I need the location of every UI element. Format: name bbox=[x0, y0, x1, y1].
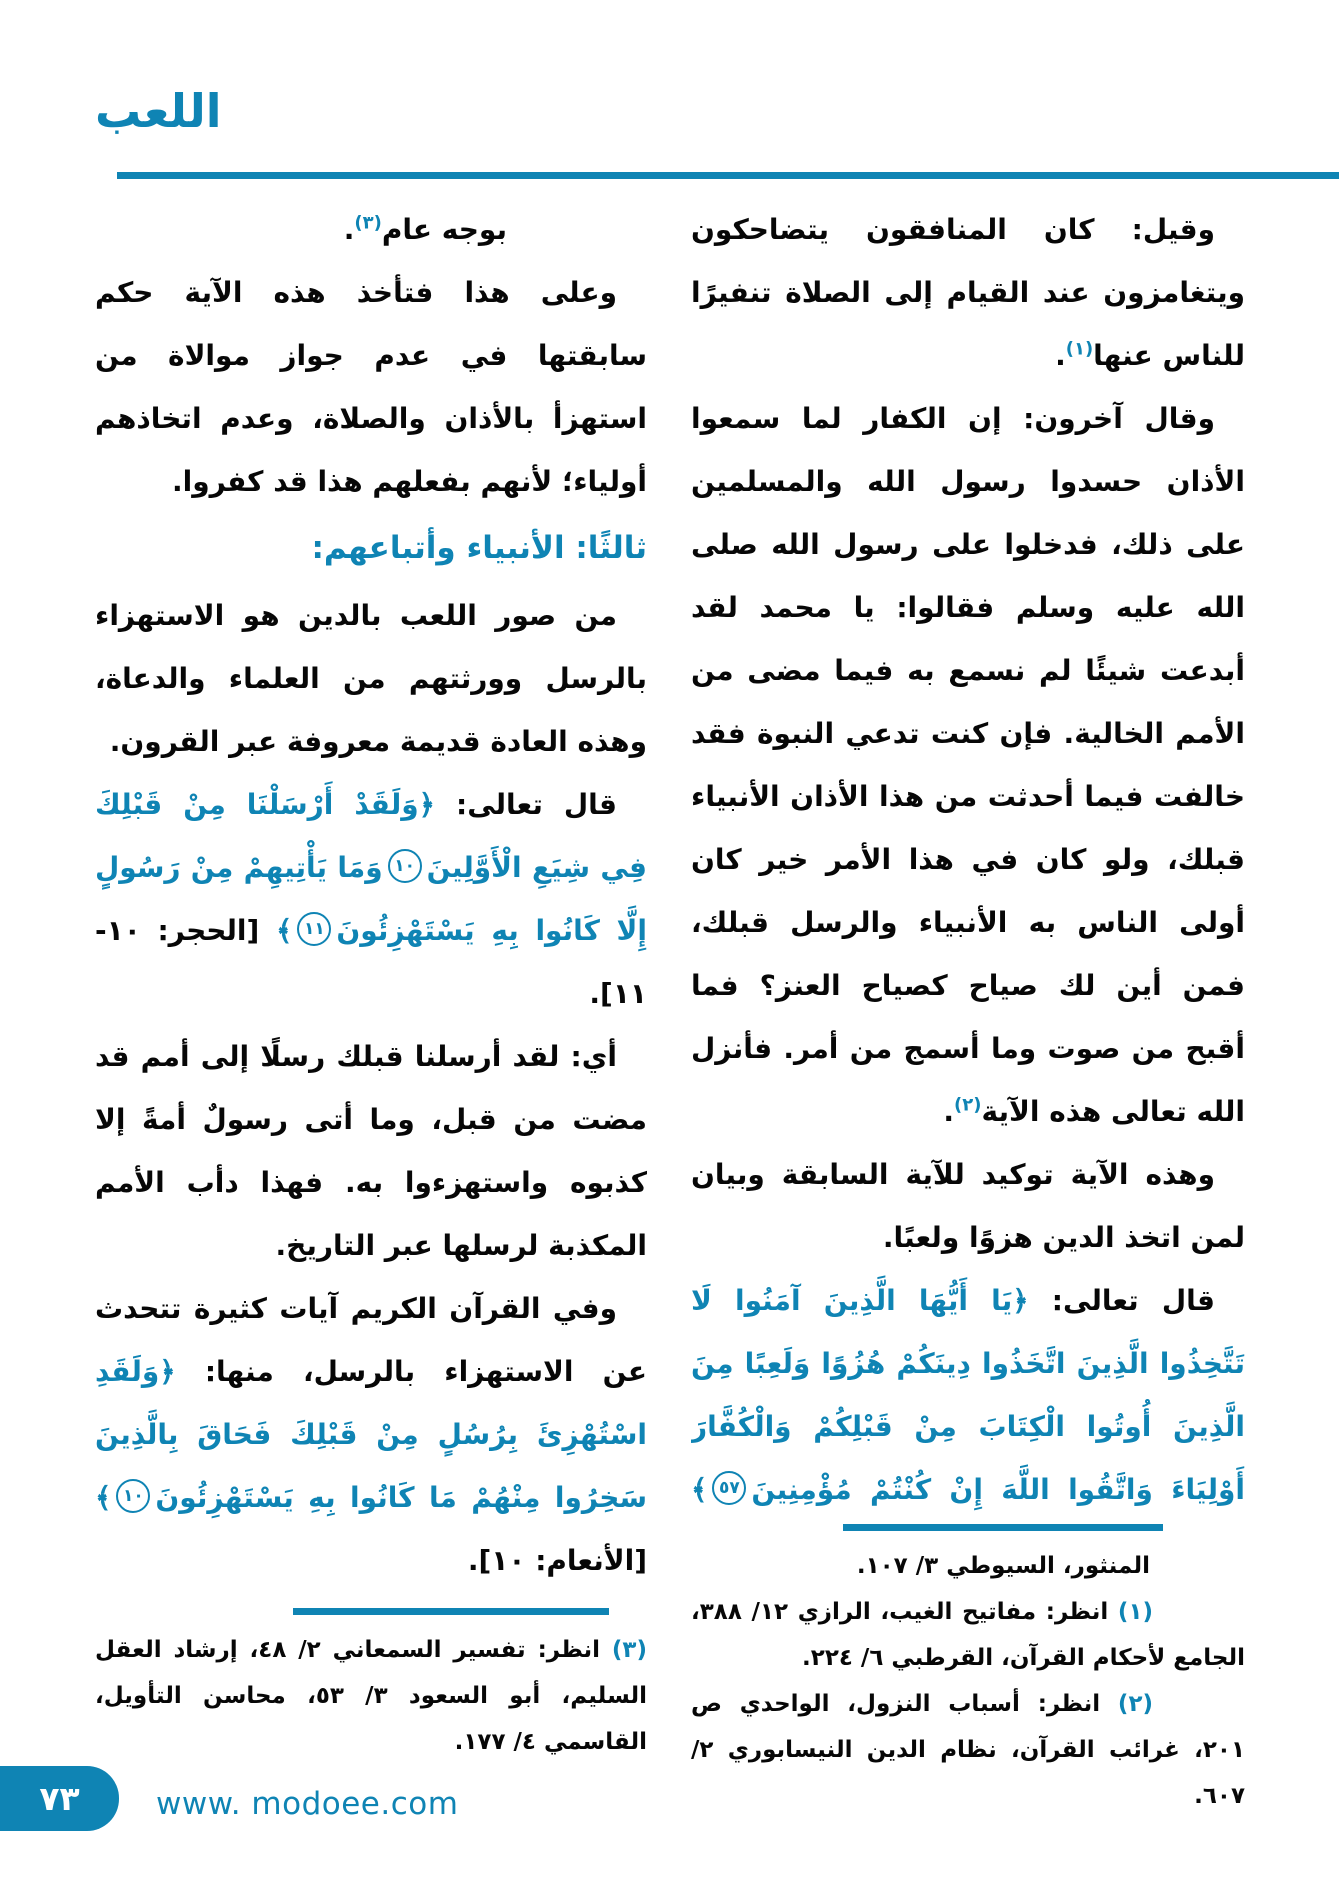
page-number-tab bbox=[0, 1766, 119, 1831]
paragraph bbox=[95, 261, 647, 513]
quran-verse: وَلَقَدْ أَرْسَلْنَا مِنْ قَبْلِكَ فِي شِيَعِ الْأَوَّلِينَ bbox=[95, 788, 647, 884]
verse-close-bracket: ﴾ bbox=[95, 1481, 112, 1514]
footnote-2 bbox=[691, 1681, 1245, 1819]
section-heading: ثالثًا: الأنبياء وأتباعهم: bbox=[311, 530, 647, 566]
column-left bbox=[95, 198, 647, 1598]
body-text: وهذه الآية توكيد للآية السابقة وبيان لمن اتخذ الدين هزوًا ولعبًا. bbox=[691, 1158, 1245, 1254]
footnote-ref-1: (١) bbox=[1065, 338, 1094, 360]
verse-paragraph bbox=[95, 1592, 647, 1598]
website-url: www. modoee.com bbox=[156, 1786, 459, 1822]
verse-number-medallion: ١٠ bbox=[388, 849, 422, 883]
paragraph bbox=[95, 198, 647, 261]
body-text: من صور اللعب بالدين هو الاستهزاء بالرسل وورثتهم من العلماء والدعاة، وهذه العادة قديمة معروفة عبر القرون. bbox=[95, 599, 647, 758]
verse-open-bracket: ﴿ bbox=[418, 788, 436, 821]
verse-intro: قال تعالى: bbox=[1028, 1284, 1215, 1317]
verse-paragraph bbox=[95, 773, 647, 1025]
paragraph bbox=[691, 387, 1245, 1143]
page-title: اللعب bbox=[95, 84, 222, 138]
body-text: . bbox=[943, 1095, 955, 1128]
verse-citation: [الحجر: ١٠- ١١]. bbox=[95, 914, 647, 1010]
footnote-text: انظر: تفسير السمعاني ٢/ ٤٨، إرشاد العقل السليم، أبو السعود ٣/ ٥٣، محاسن التأويل، القاسمي ٤/ ١٧٧. bbox=[95, 1637, 647, 1755]
verse-open-bracket: ﴿ bbox=[1012, 1284, 1029, 1317]
footnote-number: (١) bbox=[1117, 1599, 1153, 1625]
body-text: . bbox=[343, 213, 355, 246]
column-right bbox=[691, 198, 1245, 1514]
quran-verse: وَمَا يَأْتِيهِمْ مِنْ رَسُولٍ إِلَّا كَانُوا بِهِ يَسْتَهْزِئُونَ bbox=[95, 851, 647, 947]
page-number: ٧٣ bbox=[39, 1779, 80, 1818]
footnote-continuation: المنثور، السيوطي ٣/ ١٠٧. bbox=[856, 1553, 1150, 1579]
verse-intro: وفي القرآن الكريم آيات كثيرة تتحدث عن الاستهزاء بالرسل، منها: bbox=[95, 1292, 647, 1388]
paragraph bbox=[691, 198, 1245, 387]
footnote-separator bbox=[293, 1608, 609, 1615]
paragraph bbox=[691, 1143, 1245, 1269]
body-text: أي: لقد أرسلنا قبلك رسلًا إلى أمم قد مضت من قبل، وما أتى رسولٌ أمةً إلا كذبوه واستهزءوا به. فهذا دأب الأمم المكذبة لرسلها عبر التاريخ. bbox=[95, 1040, 647, 1262]
footnote-ref-3: (٣) bbox=[354, 212, 382, 234]
footnotes-right bbox=[691, 1524, 1245, 1819]
verse-number-medallion: ١١ bbox=[297, 912, 331, 946]
body-text: وقال آخرون: إن الكفار لما سمعوا الأذان حسدوا رسول الله والمسلمين على ذلك، فدخلوا على رسول الله صلى الله عليه وسلم فقالوا: يا محمد لقد أبدعت شيئًا لم نسمع به فيما مضى من الأمم الخالية. فإن كنت تدعي النبوة فقد خالفت فيما أحدثت من هذا الأذان الأنبياء قبلك، ولو كان في هذا الأمر خير كان أولى الناس به الأنبياء والرسل قبلك، فمن أين لك صياح كصياح العنز؟ فما أقبح من صوت وما أسمج من أمر. فأنزل الله تعالى هذه الآية bbox=[691, 402, 1245, 1128]
verse-close-bracket: ﴾ bbox=[691, 1473, 708, 1506]
footnote-number: (٣) bbox=[611, 1637, 647, 1663]
body-text: وقيل: كان المنافقون يتضاحكون ويتغامزون عند القيام إلى الصلاة تنفيرًا للناس عنها bbox=[691, 213, 1245, 372]
body-text: . bbox=[1055, 339, 1066, 372]
quran-verse: وَلَقَدِ اسْتُهْزِئَ بِرُسُلٍ مِنْ قَبْلِكَ فَحَاقَ بِالَّذِينَ سَخِرُوا مِنْهُمْ مَا كَانُوا بِهِ يَسْتَهْزِئُونَ bbox=[95, 1355, 647, 1514]
verse-paragraph bbox=[95, 1277, 647, 1592]
verse-close-bracket: ﴾ bbox=[275, 914, 293, 947]
footnote-ref-2: (٢) bbox=[954, 1094, 982, 1116]
quran-verse: يَا أَيُّهَا الَّذِينَ آمَنُوا لَا تَتَّخِذُوا الَّذِينَ اتَّخَذُوا دِينَكُمْ هُزُوًا وَلَعِبًا مِنَ الَّذِينَ أُوتُوا الْكِتَابَ مِنْ قَبْلِكُمْ وَالْكُفَّارَ أَوْلِيَاءَ وَاتَّقُوا اللَّهَ إِنْ كُنْتُمْ مُؤْمِنِينَ bbox=[691, 1284, 1245, 1506]
verse-number-medallion: ١٠ bbox=[116, 1479, 150, 1513]
verse-paragraph bbox=[691, 1269, 1245, 1514]
body-text: وعلى هذا فتأخذ هذه الآية حكم سابقتها في عدم جواز موالاة من استهزأ بالأذان والصلاة، وعدم اتخاذهم أولياء؛ لأنهم بفعلهم هذا قد كفروا. bbox=[95, 276, 647, 498]
footnote-3 bbox=[95, 1627, 647, 1765]
verse-intro: قال تعالى: bbox=[435, 788, 617, 821]
footnote-text: انظر: مفاتيح الغيب، الرازي ١٢/ ٣٨٨، الجامع لأحكام القرآن، القرطبي ٦/ ٢٢٤. bbox=[691, 1599, 1245, 1671]
paragraph bbox=[95, 584, 647, 773]
footnote-text: انظر: أسباب النزول، الواحدي ص ٢٠١، غرائب القرآن، نظام الدين النيسابوري ٢/ ٦٠٧. bbox=[691, 1691, 1245, 1809]
verse-open-bracket: ﴿ bbox=[159, 1355, 176, 1388]
body-text: بوجه عام bbox=[381, 213, 507, 246]
verse-citation: [الأنعام: ١٠]. bbox=[467, 1544, 647, 1577]
paragraph bbox=[95, 1025, 647, 1277]
footnote-number: (٢) bbox=[1117, 1691, 1153, 1717]
header-rule bbox=[117, 172, 1339, 179]
verse-number-medallion: ٥٧ bbox=[712, 1471, 746, 1505]
footnote-separator bbox=[843, 1524, 1163, 1531]
footnotes-left bbox=[95, 1608, 647, 1765]
footnote-1 bbox=[691, 1589, 1245, 1681]
